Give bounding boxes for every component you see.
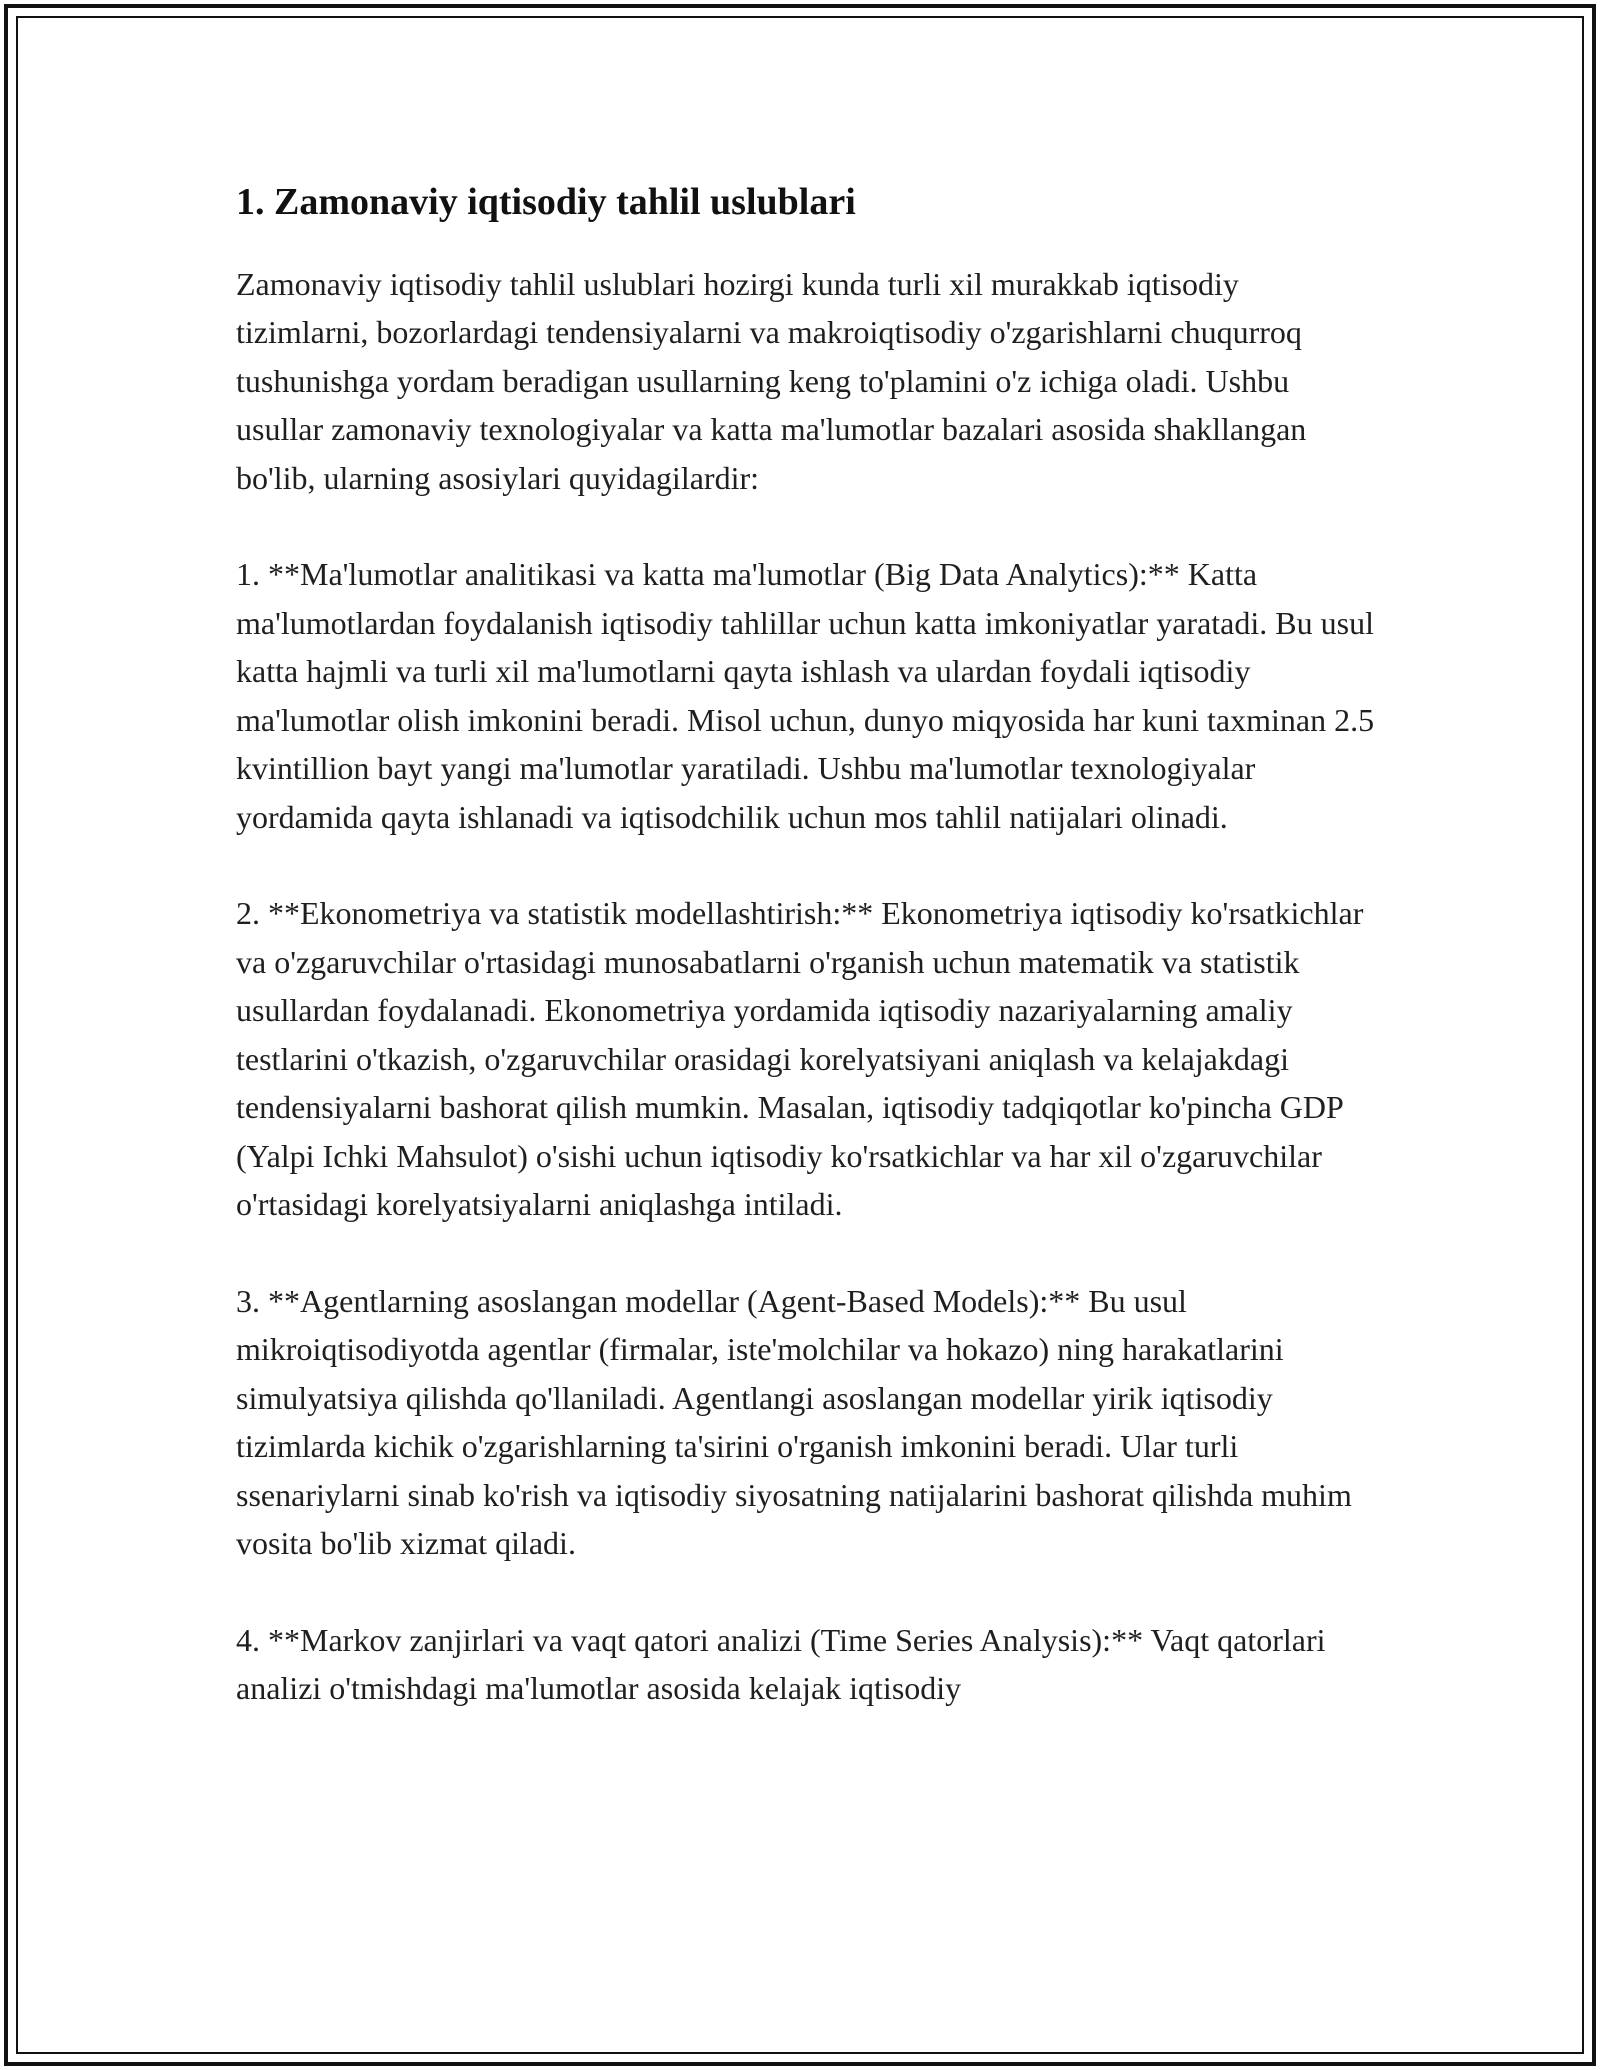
paragraph-big-data: 1. **Ma'lumotlar analitikasi va katta ma'lumotlar (Big Data Analytics):** Katta ma'lumotlardan foydalanish iqtisodiy tahlillar uchun katta imkoniyatlar yaratadi. Bu usul katta hajmli va turli xil ma'lumotlarni qayta ishlash va ulardan foydali iqtisodiy ma'lumotlar olish imkonini beradi. Misol uchun, dunyo miqyosida har kuni taxminan 2.5 kvintillion bayt yangi ma'lumotlar yaratiladi. Ushbu ma'lumotlar texnologiyalar yordamida qayta ishlanadi va iqtisodchilik uchun mos tahlil natijalari olinadi. [236, 556, 1375, 835]
section-heading: 1. Zamonaviy iqtisodiy tahlil uslublari [236, 181, 856, 223]
paragraph-econometrics: 2. **Ekonometriya va statistik modellashtirish:** Ekonometriya iqtisodiy ko'rsatkichlar va o'zgaruvchilar o'rtasidagi munosabatlarni o'rganish uchun matematik va statistik usullardan foydalanadi. Ekonometriya yordamida iqtisodiy nazariyalarning amaliy testlarini o'tkazish, o'zgaruvchilar orasidagi korelyatsiyani aniqlash va kelajakdagi tendensiyalarni bashorat qilish mumkin. Masalan, iqtisodiy tadqiqotlar ko'pincha GDP (Yalpi Ichki Mahsulot) o'sishi uchun iqtisodiy ko'rsatkichlar va har xil o'zgaruvchilar o'rtasidagi korelyatsiyalarni aniqlashga intiladi. [236, 895, 1364, 1223]
paragraph-agent-based-models: 3. **Agentlarning asoslangan modellar (Agent-Based Models):** Bu usul mikroiqtisodiyotda agentlar (firmalar, iste'molchilar va hokazo) ning harakatlarini simulyatsiya qilishda qo'llaniladi. Agentlangi asoslangan modellar yirik iqtisodiy tizimlarda kichik o'zgarishlarning ta'sirini o'rganish imkonini beradi. Ular turli ssenariylarni sinab ko'rish va iqtisodiy siyosatning natijalarini bashorat qilishda muhim vosita bo'lib xizmat qiladi. [236, 1282, 1352, 1562]
intro-paragraph: Zamonaviy iqtisodiy tahlil uslublari hozirgi kunda turli xil murakkab iqtisodiy tizimlarni, bozorlardagi tendensiyalarni va makroiqtisodiy o'zgarishlarni chuqurroq tushunishga yordam beradigan usullarning keng to'plamini o'z ichiga oladi. Ushbu usullar zamonaviy texnologiyalar va katta ma'lumotlar bazalari asosida shakllangan bo'lib, ularning asosiylari quyidagilardir: [236, 265, 1307, 496]
document-body [236, 180, 1376, 1761]
paragraph-time-series: 4. **Markov zanjirlari va vaqt qatori analizi (Time Series Analysis):** Vaqt qatorlari analizi o'tmishdagi ma'lumotlar asosida kelajak iqtisodiy [236, 1621, 1326, 1707]
